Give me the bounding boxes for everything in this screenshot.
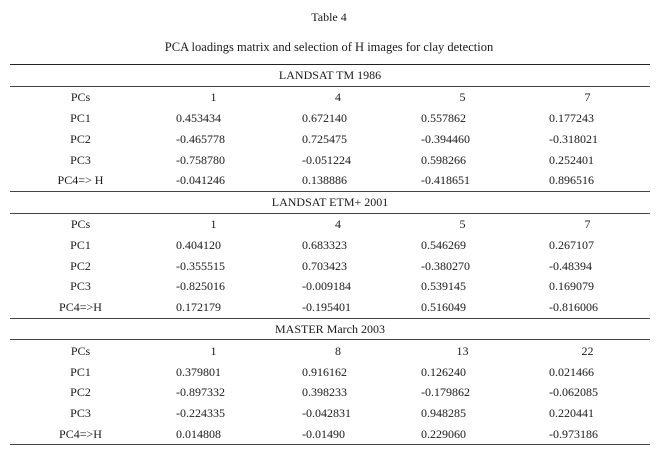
loading-value-cell: -0.418651 [421, 173, 470, 188]
loading-value-cell: 0.539145 [421, 279, 466, 294]
pc-label-cell: PC1 [70, 110, 91, 125]
pca-loadings-table [10, 64, 650, 445]
loading-value-cell: 0.229060 [400, 424, 525, 445]
section-row [10, 318, 650, 340]
loading-value-cell: -0.394460 [421, 131, 470, 146]
loading-value-cell: -0.380270 [421, 258, 470, 273]
loading-value-cell: -0.355515 [176, 258, 225, 273]
table-subtitle: PCA loadings matrix and selection of H images for clay detection [164, 40, 494, 54]
loading-value-cell: -0.01490 [276, 424, 400, 445]
loading-value-cell: 0.546269 [421, 237, 466, 252]
loading-value-cell: 0.404120 [176, 237, 221, 252]
header-band-cell: 7 [584, 216, 591, 231]
pc-label-cell: PC3 [70, 406, 91, 421]
table-row [10, 128, 650, 149]
loading-value-cell: 0.453434 [176, 110, 221, 125]
pc-label-cell: PC4=>H [10, 424, 151, 445]
loading-value-cell: -0.224335 [176, 406, 225, 421]
header-band-cell: 1 [210, 90, 217, 105]
loading-value-cell: 0.220441 [549, 406, 594, 421]
pc-label-cell: PC2 [70, 131, 91, 146]
loading-value-cell: -0.051224 [302, 152, 351, 167]
table-row [10, 276, 650, 297]
header-band-cell: 22 [581, 343, 594, 358]
loading-value-cell: -0.816006 [549, 300, 598, 315]
loading-value-cell: -0.195401 [302, 300, 351, 315]
table-row [10, 297, 650, 318]
header-row [10, 213, 650, 234]
loading-value-cell: 0.557862 [421, 110, 466, 125]
table-row [10, 108, 650, 129]
pc-label-cell: PC1 [70, 364, 91, 379]
header-band-cell: 4 [335, 90, 341, 105]
loading-value-cell: 0.021466 [549, 364, 594, 379]
table-row [10, 382, 650, 403]
section-title: LANDSAT TM 1986 [10, 65, 650, 87]
loading-value-cell: -0.318021 [549, 131, 598, 146]
header-band-cell: 1 [210, 343, 217, 358]
header-row [10, 340, 650, 361]
loading-value-cell: -0.041246 [176, 173, 225, 188]
section-row [10, 191, 650, 213]
loading-value-cell: -0.042831 [302, 406, 351, 421]
loading-value-cell: 0.948285 [421, 406, 466, 421]
section-title: MASTER March 2003 [10, 318, 650, 340]
loading-value-cell: -0.758780 [176, 152, 225, 167]
loading-value-cell: 0.683323 [302, 237, 347, 252]
loading-value-cell: 0.703423 [302, 258, 347, 273]
loading-value-cell: 0.598266 [421, 152, 466, 167]
table-row [10, 255, 650, 276]
loading-value-cell: 0.379801 [176, 364, 221, 379]
header-band-cell: 13 [456, 343, 469, 358]
pc-label-cell: PC2 [70, 258, 91, 273]
table-row [10, 234, 650, 255]
header-band-cell: 1 [210, 216, 217, 231]
loading-value-cell: 0.169079 [549, 279, 594, 294]
loading-value-cell: -0.062085 [549, 385, 598, 400]
loading-value-cell: 0.014808 [151, 424, 276, 445]
loading-value-cell: -0.179862 [421, 385, 470, 400]
header-pcs-cell: PCs [70, 216, 91, 231]
loading-value-cell: 0.516049 [421, 300, 466, 315]
loading-value-cell: 0.398233 [302, 385, 347, 400]
loading-value-cell: 0.916162 [302, 364, 347, 379]
loading-value-cell: -0.48394 [549, 258, 592, 273]
loading-value-cell: 0.126240 [421, 364, 466, 379]
loading-value-cell: 0.177243 [549, 110, 594, 125]
table-row [10, 403, 650, 424]
loading-value-cell: 0.172179 [176, 300, 221, 315]
loading-value-cell: 0.672140 [302, 110, 347, 125]
loading-value-cell: -0.465778 [176, 131, 225, 146]
pc-label-cell: PC2 [70, 385, 91, 400]
pc-label-cell: PC1 [70, 237, 91, 252]
loading-value-cell: 0.896516 [549, 173, 594, 188]
pc-label-cell: PC3 [70, 279, 91, 294]
header-row [10, 86, 650, 107]
pc-label-cell: PC3 [70, 152, 91, 167]
loading-value-cell: 0.267107 [549, 237, 594, 252]
table-row [10, 149, 650, 170]
loading-value-cell: 0.725475 [302, 131, 347, 146]
loading-value-cell: -0.973186 [525, 424, 650, 445]
pc-label-cell: PC4=> H [57, 173, 104, 188]
loading-value-cell: -0.825016 [176, 279, 225, 294]
loading-value-cell: 0.252401 [549, 152, 594, 167]
table-row [10, 424, 650, 445]
header-band-cell: 8 [335, 343, 341, 358]
table-row [10, 170, 650, 191]
header-pcs-cell: PCs [70, 343, 91, 358]
loading-value-cell: -0.897332 [176, 385, 225, 400]
pc-label-cell: PC4=>H [59, 300, 102, 315]
loading-value-cell: 0.138886 [302, 173, 347, 188]
header-band-cell: 5 [459, 216, 466, 231]
loading-value-cell: -0.009184 [302, 279, 351, 294]
table-title: Table 4 [311, 10, 347, 24]
header-band-cell: 4 [335, 216, 341, 231]
section-title: LANDSAT ETM+ 2001 [10, 191, 650, 213]
header-band-cell: 5 [459, 90, 466, 105]
header-pcs-cell: PCs [70, 90, 91, 105]
header-band-cell: 7 [584, 90, 591, 105]
section-row [10, 65, 650, 87]
table-row [10, 361, 650, 382]
